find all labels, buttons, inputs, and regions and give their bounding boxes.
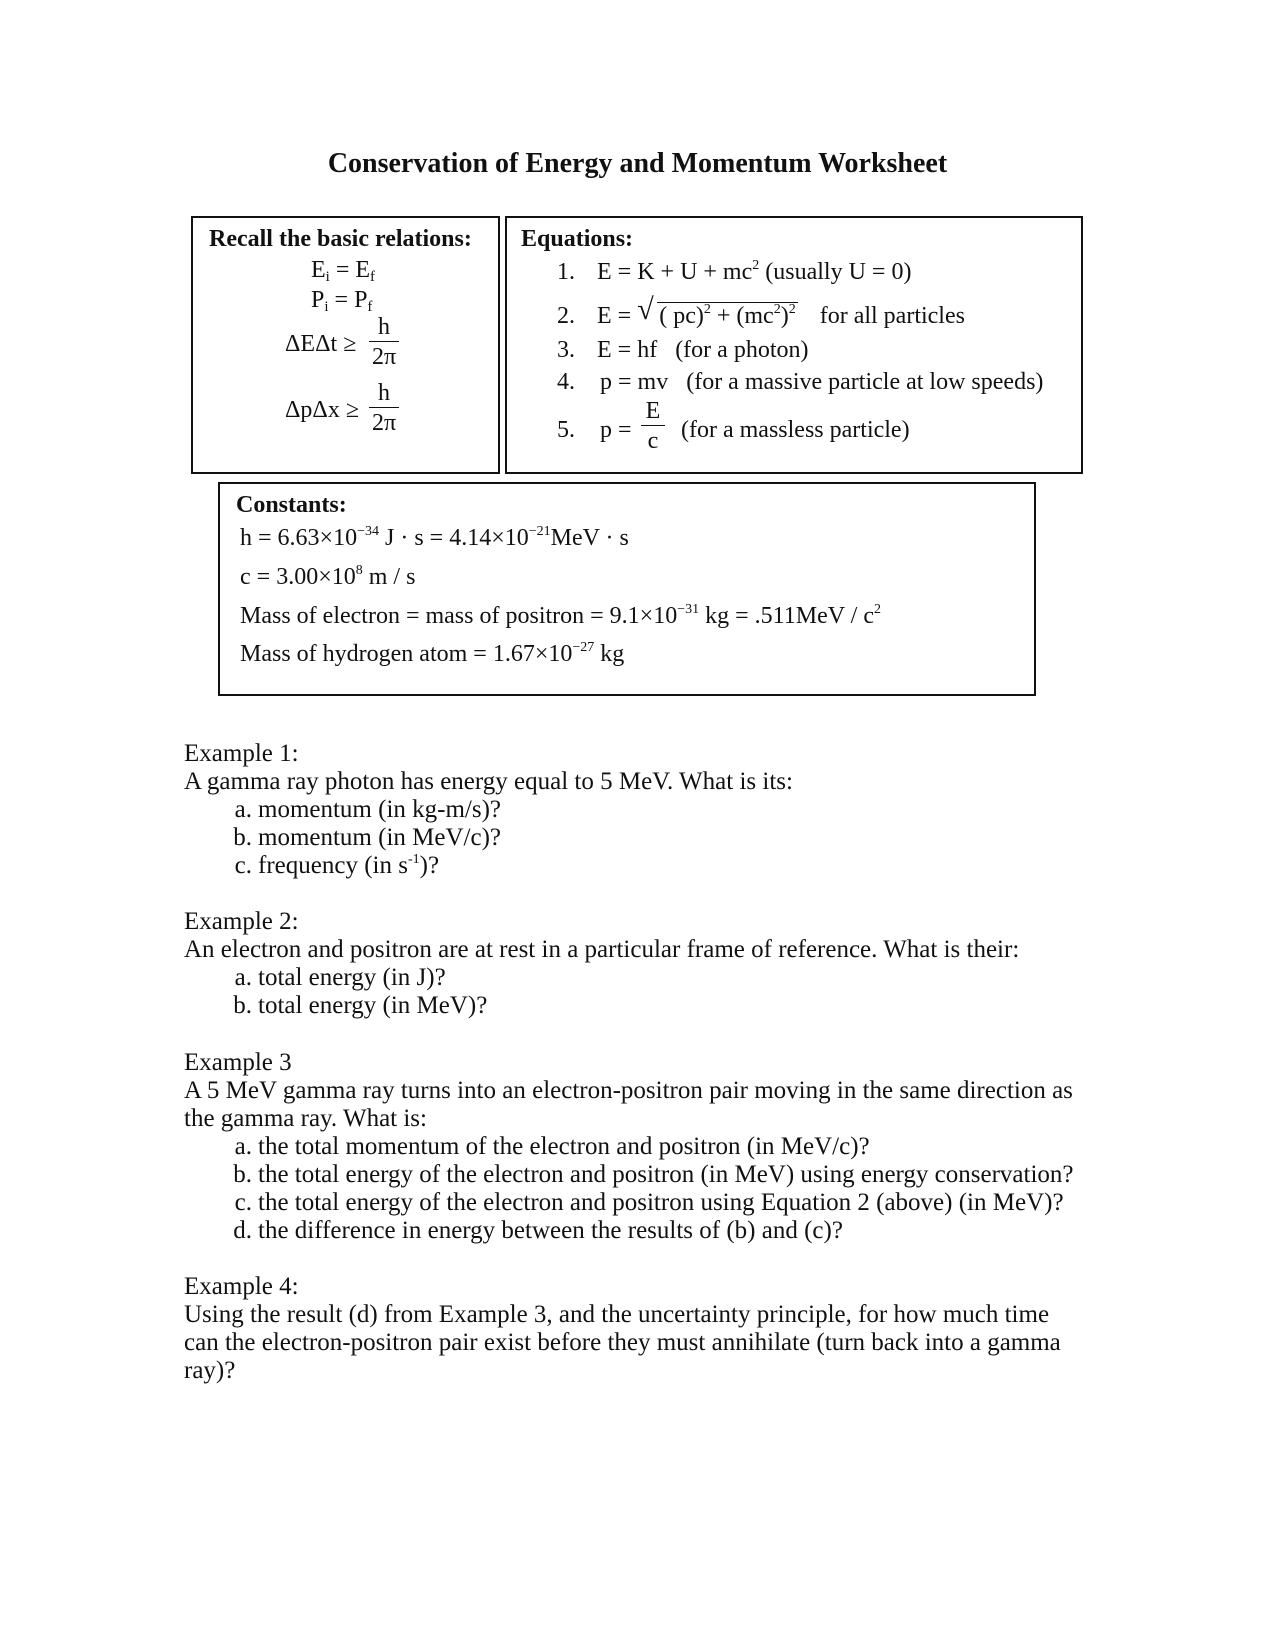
- p-subscript-i: i: [324, 299, 329, 315]
- list-text: the total energy of the electron and positron using Equation 2 (above) (in MeV)?: [258, 1189, 1064, 1216]
- c-unit: m / s: [362, 564, 416, 590]
- list-text: the total momentum of the electron and positron (in MeV/c)?: [258, 1133, 870, 1160]
- electron-mass: [240, 602, 881, 630]
- recall-box: [191, 216, 500, 474]
- eq1-number: 1.: [557, 259, 575, 285]
- example-3-question-line-2: the gamma ray. What is:: [184, 1105, 427, 1132]
- p-equals: = P: [328, 287, 368, 313]
- planck-value-si: h = 6.63×10: [240, 525, 358, 551]
- equation-1: [597, 258, 911, 286]
- list-marker: b.: [233, 1161, 252, 1188]
- speed-of-light: [240, 563, 415, 591]
- list-text: total energy (in MeV)?: [258, 992, 488, 1019]
- energy-relation: [311, 256, 375, 284]
- fraction-numerator: h: [378, 314, 390, 340]
- list-text: momentum (in kg-m/s)?: [258, 796, 502, 823]
- equations-box: [505, 216, 1083, 474]
- radicand-close: ): [780, 303, 789, 329]
- energy-time-fraction: [369, 314, 399, 370]
- radical-sign: √: [637, 293, 654, 326]
- hydrogen-mass-value: Mass of hydrogen atom = 1.67×10: [240, 641, 573, 667]
- radicand-mc: + (mc: [710, 303, 774, 329]
- electron-mass-value: Mass of electron = mass of positron = 9.1×10: [240, 603, 678, 629]
- electron-mass-exponent: −31: [677, 602, 700, 617]
- list-text: the total energy of the electron and positron (in MeV) using energy conservation?: [258, 1161, 1074, 1188]
- mc-outer-exponent: 2: [788, 302, 796, 317]
- eq2-number: 2.: [557, 303, 575, 329]
- eq5-fraction-bar: [641, 425, 665, 426]
- electron-mass-mev: kg = .511MeV / c: [699, 603, 874, 629]
- example-2-title: Example 2:: [184, 908, 299, 935]
- example-1-title: Example 1:: [184, 740, 299, 767]
- example-1-question: A gamma ray photon has energy equal to 5 MeV. What is its:: [184, 768, 793, 795]
- list-marker: a.: [234, 796, 252, 823]
- list-marker: c.: [234, 852, 252, 879]
- list-marker: a.: [234, 1133, 252, 1160]
- frequency-text: frequency (in s: [258, 852, 408, 879]
- list-marker: a.: [234, 964, 252, 991]
- p-symbol: P: [311, 287, 325, 313]
- page-title: Conservation of Energy and Momentum Worksheet: [327, 148, 948, 179]
- list-marker: d.: [233, 1217, 252, 1244]
- example-4-title: Example 4:: [184, 1273, 299, 1300]
- mc-exponent: 2: [773, 302, 781, 317]
- fraction-denominator: 2π: [371, 344, 397, 370]
- hydrogen-mass-unit: kg: [594, 641, 625, 667]
- hydrogen-mass: [240, 640, 624, 668]
- momentum-relation: [311, 286, 372, 314]
- eq2-lhs: E =: [597, 303, 632, 329]
- square-root: [637, 293, 798, 330]
- eq5-numerator: E: [645, 398, 661, 424]
- list-marker: b.: [233, 824, 252, 851]
- hydrogen-mass-exponent: −27: [572, 640, 595, 655]
- eq1-exponent: 2: [752, 258, 760, 273]
- eq5-fraction: [641, 398, 665, 454]
- e-subscript-i: i: [325, 269, 330, 285]
- list-text: total energy (in J)?: [258, 964, 446, 991]
- list-marker: c.: [234, 1189, 252, 1216]
- c-value: c = 3.00×10: [240, 564, 356, 590]
- example-4-question-line-1: Using the result (d) from Example 3, and the uncertainty principle, for how much time: [184, 1301, 1050, 1328]
- list-text: the difference in energy between the results of (b) and (c)?: [258, 1217, 843, 1244]
- eq2-note: for all particles: [819, 303, 965, 329]
- eq5-note: (for a massless particle): [681, 417, 910, 443]
- c-squared-exponent: 2: [873, 602, 881, 617]
- list-text: [258, 852, 439, 880]
- fraction-bar: [369, 407, 399, 408]
- p-subscript-f: f: [367, 299, 373, 315]
- equation-4: p = mv (for a massive particle at low speeds): [600, 369, 1044, 395]
- eq1-main: E = K + U + mc: [597, 259, 753, 285]
- planck-constant: [240, 524, 629, 552]
- list-text: momentum (in MeV/c)?: [258, 824, 501, 851]
- planck-exponent-si: −34: [357, 524, 379, 539]
- example-4-question-line-3: ray)?: [184, 1357, 236, 1384]
- eq1-note: (usually U = 0): [759, 259, 912, 285]
- eq5-number: 5.: [557, 417, 575, 443]
- list-marker: b.: [233, 992, 252, 1019]
- fraction-denominator: 2π: [371, 410, 397, 436]
- radicand: [657, 302, 798, 329]
- c-exponent: 8: [355, 563, 363, 578]
- recall-heading: Recall the basic relations:: [209, 226, 472, 252]
- equation-3: E = hf (for a photon): [597, 337, 809, 363]
- example-2-question: An electron and positron are at rest in a particular frame of reference. What is their:: [184, 936, 1020, 963]
- energy-time-uncertainty: ΔEΔt ≥: [285, 331, 357, 357]
- constants-box: [218, 482, 1036, 696]
- fraction-numerator: h: [378, 380, 390, 406]
- eq5-denominator: c: [647, 428, 659, 454]
- e-equals: = E: [329, 257, 371, 283]
- pc-exponent: 2: [703, 302, 711, 317]
- eq3-number: 3.: [557, 337, 575, 363]
- frequency-exponent: -1: [407, 852, 420, 867]
- momentum-position-uncertainty: ΔpΔx ≥: [285, 397, 360, 423]
- planck-unit-mev: MeV · s: [550, 525, 629, 551]
- example-3-title: Example 3: [184, 1049, 292, 1076]
- equations-heading: Equations:: [521, 226, 634, 252]
- example-3-question-line-1: A 5 MeV gamma ray turns into an electron-positron pair moving in the same direction as: [184, 1077, 1073, 1104]
- example-4-question-line-2: can the electron-positron pair exist before they must annihilate (turn back into a gamma: [184, 1329, 1061, 1356]
- radicand-pc: ( pc): [659, 303, 704, 329]
- equation-2: [597, 293, 965, 330]
- e-symbol: E: [311, 257, 326, 283]
- e-subscript-f: f: [370, 269, 376, 285]
- eq4-number: 4.: [557, 369, 575, 395]
- planck-value-mev: J · s = 4.14×10: [378, 525, 529, 551]
- frequency-close: )?: [419, 852, 440, 879]
- planck-exponent-mev: −21: [528, 524, 551, 539]
- fraction-bar: [369, 341, 399, 342]
- constants-heading: Constants:: [236, 492, 347, 518]
- momentum-position-fraction: [369, 380, 399, 436]
- eq5-lhs: p =: [600, 417, 632, 443]
